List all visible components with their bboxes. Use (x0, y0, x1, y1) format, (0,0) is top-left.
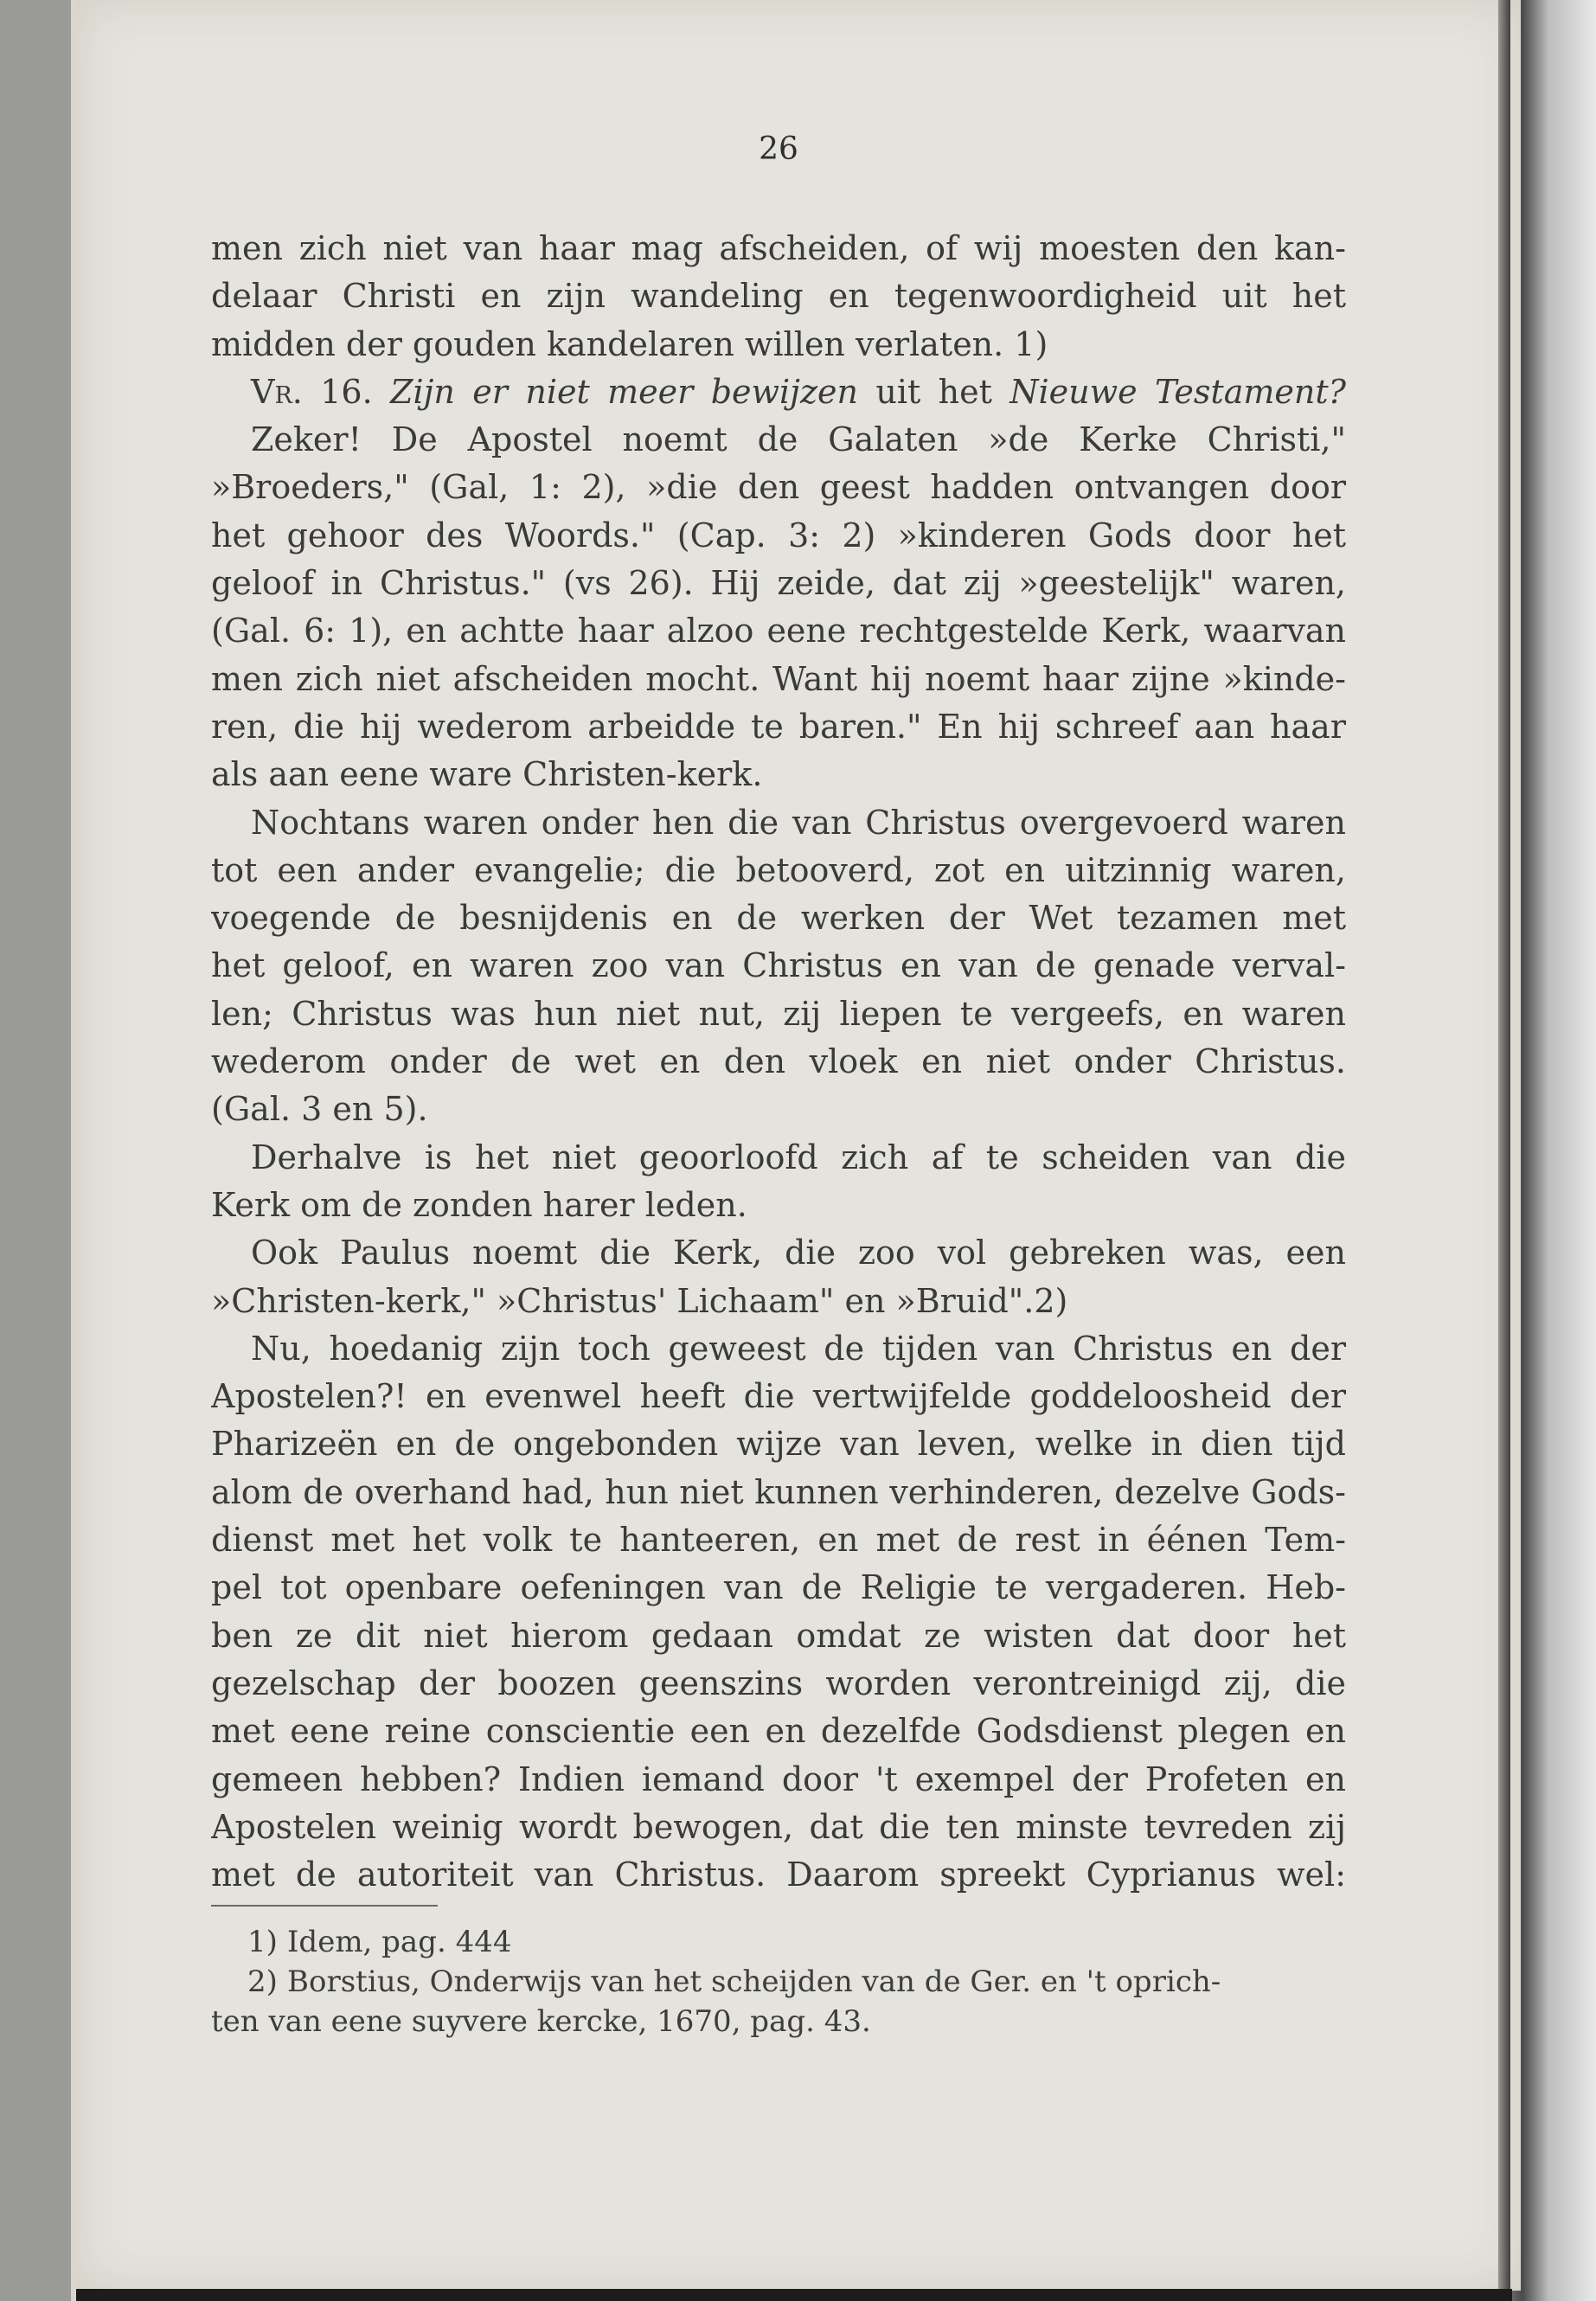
text-line: Nu, hoedanig zijn toch geweest de tijden van Christus en der (251, 1329, 1346, 1368)
text-line: len; Christus was hun niet nut, zij liepen te vergeefs, en waren (211, 994, 1346, 1033)
text-line: Apostelen?! en evenwel heeft die vertwijfelde goddeloosheid der (211, 1377, 1346, 1416)
text-line: geloof in Christus." (vs 26). Hij zeide, dat zij »geestelijk" waren, (211, 564, 1346, 603)
text-line: Kerk om de zonden harer leden. (211, 1185, 747, 1224)
text-line: Ook Paulus noemt die Kerk, die zoo vol gebreken was, een (251, 1234, 1346, 1272)
footnote-1-text: Idem, pag. 444 (287, 1925, 512, 1959)
text-line: ren, die hij wederom arbeidde te baren." En hij schreef aan haar (211, 707, 1346, 746)
footnote-1 (247, 1922, 1346, 1962)
footnote-1-number: 1) (247, 1925, 278, 1959)
text-line: als aan eene ware Christen-kerk. (211, 755, 763, 794)
page-bottom-edge (76, 2289, 1512, 2301)
footnote-2-text: Borstius, Onderwijs van het scheijden van de Ger. en 't oprich- (287, 1965, 1221, 1999)
text-line: het gehoor des Woords." (Cap. 3: 2) »kinderen Gods door het (211, 516, 1346, 554)
text-line: men zich niet van haar mag afscheiden, of wij moesten den kan- (211, 229, 1346, 267)
text-line: (Gal. 3 en 5). (211, 1090, 428, 1129)
text-line: alom de overhand had, hun niet kunnen verhinderen, dezelve Gods- (211, 1472, 1346, 1511)
text-line: met eene reine conscientie een en dezelfde Godsdienst plegen en (211, 1712, 1346, 1751)
text-line: Zeker! De Apostel noemt de Galaten »de Kerke Christi," (251, 420, 1346, 459)
footnotes (211, 1922, 1346, 2041)
question-number: 16. (302, 372, 391, 411)
text-line: tot een ander evangelie; die betooverd, zot en uitzinnig waren, (211, 850, 1346, 889)
text-line: gemeen hebben? Indien iemand door 't exempel der Profeten en (211, 1759, 1346, 1798)
text-line: delaar Christi en zijn wandeling en tegenwoordigheid uit het (211, 277, 1346, 316)
text-line: wederom onder de wet en den vloek en niet onder Christus. (211, 1042, 1346, 1081)
book-spine-edge (1498, 0, 1510, 2301)
text-line: Pharizeën en de ongebonden wijze van leven, welke in dien tijd (211, 1425, 1346, 1464)
text-line: gezelschap der boozen geenszins worden verontreinigd zij, die (211, 1663, 1346, 1702)
question-label: Vr. (251, 372, 303, 411)
text-line: dienst met het volk te hanteeren, en met de rest in éénen Tem- (211, 1521, 1346, 1560)
footnote-2 (247, 1962, 1346, 2002)
text-line: Apostelen weinig wordt bewogen, dat die ten minste tevreden zij (211, 1807, 1346, 1846)
text-line: het geloof, en waren zoo van Christus en van de genade verval- (211, 946, 1346, 985)
text-line: midden der gouden kandelaren willen verlaten. 1) (211, 324, 1048, 363)
question-text: Zijn er niet meer bewijzen (390, 372, 858, 411)
text-line: ben ze dit niet hierom gedaan omdat ze wisten dat door het (211, 1616, 1346, 1655)
page-number: 26 (759, 131, 798, 167)
text-line: met de autoriteit van Christus. Daarom spreekt Cyprianus wel: (211, 1856, 1346, 1894)
text-line: »Christen-kerk," »Christus' Lichaam" en »Bruid".2) (211, 1281, 1068, 1320)
body-text (211, 225, 1346, 1899)
footnote-divider (211, 1905, 438, 1907)
question-connector: uit het (857, 372, 1010, 411)
text-line: (Gal. 6: 1), en achtte haar alzoo eene rechtgestelde Kerk, waarvan (211, 612, 1346, 651)
text-line: »Broeders," (Gal, 1: 2), »die den geest hadden ontvangen door (211, 468, 1346, 507)
footnote-2-number: 2) (247, 1965, 278, 1999)
text-line: men zich niet afscheiden mocht. Want hij noemt haar zijne »kinde- (211, 659, 1346, 698)
text-line: Derhalve is het niet geoorloofd zich af te scheiden van die (251, 1138, 1346, 1176)
text-line: pel tot openbare oefeningen van de Religie te vergaderen. Heb- (211, 1568, 1346, 1607)
question-line (211, 369, 1346, 416)
text-line: Nochtans waren onder hen die van Christus overgevoerd waren (251, 803, 1346, 842)
text-line: voegende de besnijdenis en de werken der Wet tezamen met (211, 899, 1346, 938)
footnote-2-continuation: ten van eene suyvere kercke, 1670, pag. 43. (211, 2004, 871, 2039)
question-book: Nieuwe Testament? (1010, 372, 1346, 411)
